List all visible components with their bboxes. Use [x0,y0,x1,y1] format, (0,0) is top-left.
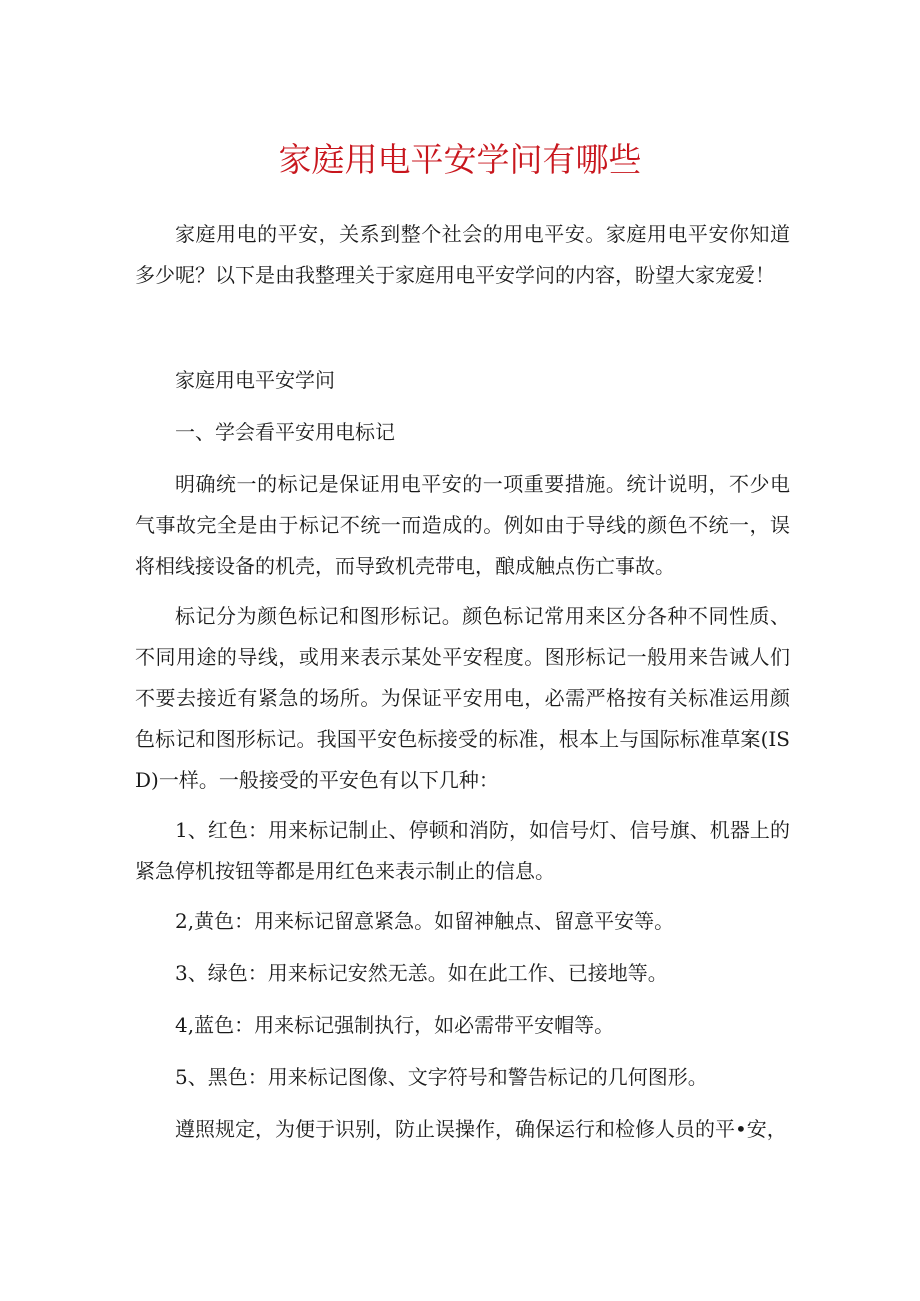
list-item-black: 5、黑色：用来标记图像、文字符号和警告标记的几何图形。 [175,1065,708,1089]
section-heading: 家庭用电平安学问 [175,368,335,392]
list-item-red: 1、红色：用来标记制止、停顿和消防，如信号灯、信号旗、机器上的紧急停机按钮等都是用红色来表示制止的信息。 [135,818,790,883]
subsection-heading: 一、学会看平安用电标记 [175,420,395,444]
body-paragraph-2: 标记分为颜色标记和图形标记。颜色标记常用来区分各种不同性质、不同用途的导线，或用来表示某处平安程度。图形标记一般用来告诫人们不要去接近有紧急的场所。为保证平安用电，必需严格按有关标准运用颜色标记和图形标记。我国平安色标接受的标准，根本上与国际标准草案(ISD)一样。一般接受的平安色有以下几种： [135,604,790,792]
document-title: 家庭用电平安学问有哪些 [278,140,642,179]
document-body [135,214,790,1150]
list-item-blue: 4,蓝色：用来标记强制执行，如必需带平安帽等。 [175,1013,615,1037]
list-item-yellow: 2,黄色：用来标记留意紧急。如留神触点、留意平安等。 [175,909,675,933]
intro-paragraph: 家庭用电的平安，关系到整个社会的用电平安。家庭用电平安你知道多少呢？以下是由我整理关于家庭用电平安学问的内容，盼望大家宠爱！ [135,222,790,287]
body-paragraph-3: 遵照规定，为便于识别，防止误操作，确保运行和检修人员的平•安， [175,1117,787,1141]
body-paragraph-1: 明确统一的标记是保证用电平安的一项重要措施。统计说明，不少电气事故完全是由于标记不统一而造成的。例如由于导线的颜色不统一，误将相线接设备的机壳，而导致机壳带电，酿成触点伤亡事故。 [135,472,790,578]
list-item-green: 3、绿色：用来标记安然无恙。如在此工作、已接地等。 [175,961,668,985]
